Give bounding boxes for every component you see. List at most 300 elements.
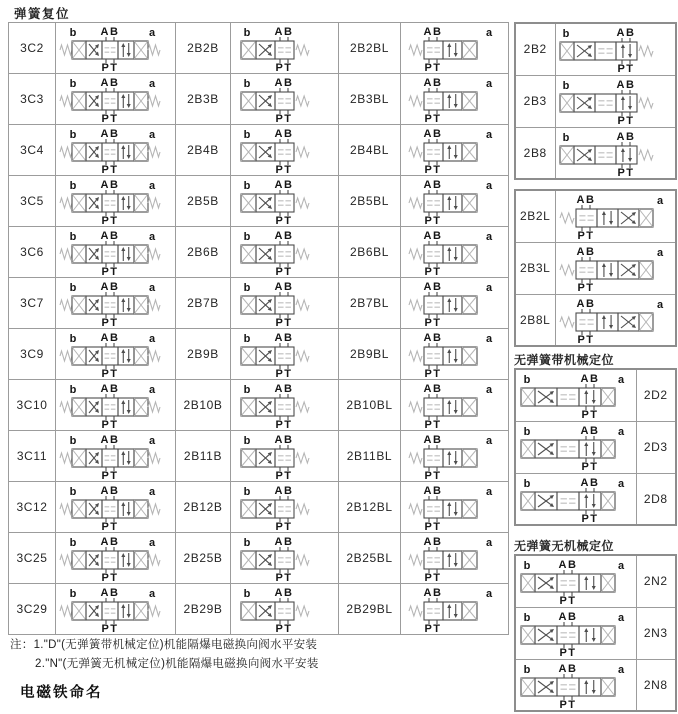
valve-code-2B9B: 2B9B	[176, 329, 231, 380]
valve-symbol-cell-2B7BL	[401, 278, 509, 329]
valve-symbol-cell-2B2L	[555, 190, 676, 242]
svg-text:b: b	[69, 486, 76, 498]
svg-text:a: a	[148, 435, 155, 447]
valve-symbol-cell-2B6B	[231, 227, 339, 278]
right-panel-row	[515, 23, 676, 75]
right-panel-row	[515, 421, 676, 473]
svg-text:PT: PT	[423, 164, 442, 175]
svg-text:b: b	[243, 129, 250, 141]
valve-symbol-3pos-spring-centered	[57, 176, 175, 226]
svg-text:b: b	[69, 180, 76, 192]
svg-text:a: a	[485, 435, 492, 447]
svg-text:a: a	[148, 537, 155, 549]
valve-symbol-2b-spring-right	[556, 76, 674, 126]
valve-symbol-2pos-spring-right	[233, 23, 337, 73]
svg-text:a: a	[485, 537, 492, 549]
valve-code-3C25: 3C25	[9, 533, 56, 584]
svg-text:AB: AB	[616, 79, 636, 91]
svg-text:PT: PT	[274, 113, 293, 124]
valve-code-2B7B: 2B7B	[176, 278, 231, 329]
svg-text:PT: PT	[100, 266, 119, 277]
main-table-row	[9, 125, 509, 176]
valve-symbol-2b-spring-left	[556, 243, 674, 293]
svg-text:AB: AB	[423, 179, 442, 191]
main-table-row	[9, 533, 509, 584]
table-2d-detent	[514, 368, 677, 526]
svg-text:PT: PT	[423, 419, 442, 430]
svg-text:AB: AB	[558, 662, 578, 675]
main-table-row	[9, 431, 509, 482]
svg-text:PT: PT	[617, 166, 635, 178]
svg-text:PT: PT	[100, 215, 119, 226]
valve-code-3C4: 3C4	[9, 125, 56, 176]
svg-text:AB: AB	[423, 230, 442, 242]
main-table-row	[9, 584, 509, 635]
valve-code-3C10: 3C10	[9, 380, 56, 431]
valve-code-2B4B: 2B4B	[176, 125, 231, 176]
main-table-row	[9, 176, 509, 227]
svg-text:AB: AB	[616, 130, 636, 143]
valve-symbol-3pos-spring-centered	[57, 584, 175, 634]
svg-text:PT: PT	[274, 470, 293, 481]
valve-symbol-cell-3C29	[56, 584, 176, 635]
svg-text:a: a	[617, 560, 624, 573]
valve-code-2B3L: 2B3L	[515, 242, 555, 294]
svg-text:PT: PT	[274, 215, 293, 226]
svg-text:b: b	[69, 384, 76, 396]
valve-symbol-2pos-spring-left	[403, 431, 507, 481]
svg-text:b: b	[562, 80, 570, 92]
svg-text:AB: AB	[580, 476, 600, 489]
svg-text:AB: AB	[274, 332, 293, 344]
valve-symbol-2pos-spring-right	[233, 176, 337, 226]
valve-code-3C7: 3C7	[9, 278, 56, 329]
valve-code-2B3: 2B3	[515, 75, 555, 127]
valve-symbol-cell-2B10BL	[401, 380, 509, 431]
main-table-row	[9, 329, 509, 380]
svg-text:AB: AB	[423, 128, 442, 140]
valve-symbol-double-solenoid-no-detent	[517, 556, 635, 606]
svg-text:a: a	[657, 247, 664, 259]
svg-text:PT: PT	[423, 572, 442, 583]
svg-text:a: a	[485, 180, 492, 192]
svg-text:PT: PT	[100, 521, 119, 532]
valve-symbol-cell-2B25BL	[401, 533, 509, 584]
note-2: 2."N"(无弹簧无机械定位)机能隔爆电磁换向阀水平安装	[35, 658, 319, 670]
svg-text:b: b	[243, 333, 250, 345]
valve-symbol-cell-2N3	[515, 607, 636, 659]
svg-text:a: a	[485, 78, 492, 90]
svg-text:a: a	[148, 129, 155, 141]
svg-text:AB: AB	[274, 434, 293, 446]
svg-text:AB: AB	[423, 77, 442, 89]
main-valve-table-body	[9, 23, 509, 635]
valve-code-2B5B: 2B5B	[176, 176, 231, 227]
svg-text:AB: AB	[274, 230, 293, 242]
right-panel-row	[515, 242, 676, 294]
main-table-row	[9, 74, 509, 125]
table-2n-no-detent	[514, 554, 677, 712]
svg-text:b: b	[243, 27, 250, 39]
svg-text:b: b	[243, 78, 250, 90]
valve-symbol-cell-2B2BL	[401, 23, 509, 74]
svg-text:a: a	[485, 588, 492, 600]
valve-symbol-3pos-spring-centered	[57, 23, 175, 73]
svg-text:b: b	[69, 537, 76, 549]
svg-text:PT: PT	[100, 623, 119, 634]
valve-symbol-2pos-spring-left	[403, 227, 507, 277]
svg-text:b: b	[243, 435, 250, 447]
svg-text:PT: PT	[423, 215, 442, 226]
table-2b-spring-right	[514, 22, 677, 180]
valve-symbol-2pos-spring-left	[403, 329, 507, 379]
valve-symbol-2b-spring-right	[556, 24, 674, 74]
svg-text:b: b	[243, 231, 250, 243]
svg-text:PT: PT	[423, 266, 442, 277]
valve-symbol-cell-2B2B	[231, 23, 339, 74]
right-panel-row	[515, 369, 676, 421]
valve-symbol-2b-spring-left	[556, 295, 674, 345]
valve-symbol-2pos-spring-right	[233, 584, 337, 634]
valve-code-2B2B: 2B2B	[176, 23, 231, 74]
valve-symbol-2pos-spring-right	[233, 533, 337, 583]
valve-symbol-cell-3C25	[56, 533, 176, 584]
svg-text:b: b	[523, 663, 531, 676]
svg-text:PT: PT	[423, 470, 442, 481]
valve-symbol-cell-2B8L	[555, 294, 676, 346]
valve-symbol-2b-spring-right	[556, 128, 674, 178]
svg-text:PT: PT	[581, 409, 599, 421]
valve-symbol-double-solenoid-no-detent	[517, 660, 635, 710]
svg-text:b: b	[243, 588, 250, 600]
svg-text:b: b	[523, 560, 531, 573]
valve-symbol-cell-2B29BL	[401, 584, 509, 635]
valve-symbol-2pos-spring-left	[403, 533, 507, 583]
valve-symbol-cell-2B29B	[231, 584, 339, 635]
svg-text:b: b	[69, 129, 76, 141]
valve-code-2D3: 2D3	[636, 421, 676, 473]
valve-symbol-2pos-spring-right	[233, 482, 337, 532]
svg-text:b: b	[69, 27, 76, 39]
svg-text:b: b	[69, 588, 76, 600]
svg-text:a: a	[148, 180, 155, 192]
right-panel-row	[515, 659, 676, 711]
valve-code-2B2BL: 2B2BL	[339, 23, 401, 74]
right-panel-row	[515, 473, 676, 525]
valve-symbol-cell-2D3	[515, 421, 636, 473]
svg-text:PT: PT	[577, 333, 595, 345]
valve-symbol-3pos-spring-centered	[57, 278, 175, 328]
svg-text:PT: PT	[100, 470, 119, 481]
svg-text:AB: AB	[100, 485, 119, 497]
svg-text:PT: PT	[274, 317, 293, 328]
valve-code-2B2: 2B2	[515, 23, 555, 75]
valve-symbol-2pos-spring-left	[403, 125, 507, 175]
valve-symbol-cell-3C5	[56, 176, 176, 227]
svg-text:AB: AB	[100, 179, 119, 191]
valve-symbol-cell-2B12B	[231, 482, 339, 533]
valve-symbol-2pos-spring-right	[233, 380, 337, 430]
svg-text:PT: PT	[581, 461, 599, 472]
svg-text:b: b	[562, 28, 570, 41]
valve-symbol-3pos-spring-centered	[57, 431, 175, 481]
svg-text:AB: AB	[100, 26, 119, 38]
valve-code-3C11: 3C11	[9, 431, 56, 482]
valve-code-2N8: 2N8	[636, 659, 676, 711]
valve-symbol-3pos-spring-centered	[57, 125, 175, 175]
valve-symbol-cell-2B12BL	[401, 482, 509, 533]
valve-code-2B11B: 2B11B	[176, 431, 231, 482]
valve-code-2B8L: 2B8L	[515, 294, 555, 346]
valve-symbol-3pos-spring-centered	[57, 329, 175, 379]
right-panel-row	[515, 607, 676, 659]
main-table-row	[9, 227, 509, 278]
valve-code-3C9: 3C9	[9, 329, 56, 380]
svg-text:b: b	[243, 282, 250, 294]
svg-text:a: a	[617, 477, 624, 490]
valve-code-2B12B: 2B12B	[176, 482, 231, 533]
svg-text:PT: PT	[617, 63, 635, 75]
valve-code-2B11BL: 2B11BL	[339, 431, 401, 482]
valve-symbol-2pos-spring-left	[403, 176, 507, 226]
main-table-row	[9, 482, 509, 533]
svg-text:a: a	[148, 588, 155, 600]
svg-text:a: a	[148, 231, 155, 243]
svg-text:AB: AB	[616, 27, 636, 40]
valve-symbol-cell-2N2	[515, 555, 636, 607]
valve-symbol-cell-3C11	[56, 431, 176, 482]
svg-text:AB: AB	[576, 246, 596, 258]
valve-symbol-2pos-spring-left	[403, 380, 507, 430]
svg-text:b: b	[69, 435, 76, 447]
svg-text:a: a	[148, 486, 155, 498]
svg-text:a: a	[148, 282, 155, 294]
valve-symbol-double-solenoid-detent	[517, 474, 635, 524]
svg-text:AB: AB	[274, 281, 293, 293]
svg-text:AB: AB	[100, 383, 119, 395]
svg-text:PT: PT	[274, 266, 293, 277]
valve-symbol-double-solenoid-no-detent	[517, 608, 635, 658]
svg-text:PT: PT	[577, 230, 595, 242]
valve-symbol-cell-2B4B	[231, 125, 339, 176]
svg-text:b: b	[243, 384, 250, 396]
valve-code-2B25B: 2B25B	[176, 533, 231, 584]
valve-code-2B3BL: 2B3BL	[339, 74, 401, 125]
valve-code-2B2L: 2B2L	[515, 190, 555, 242]
section-title-solenoid-naming: 电磁铁命名	[20, 685, 103, 701]
valve-symbol-cell-2B7B	[231, 278, 339, 329]
svg-text:AB: AB	[558, 611, 578, 623]
svg-text:a: a	[485, 333, 492, 345]
valve-symbol-3pos-spring-centered	[57, 482, 175, 532]
main-table-row	[9, 380, 509, 431]
svg-text:AB: AB	[576, 194, 596, 207]
svg-text:a: a	[148, 78, 155, 90]
valve-symbol-3pos-spring-centered	[57, 380, 175, 430]
main-valve-table	[8, 22, 509, 635]
svg-text:PT: PT	[423, 62, 442, 73]
valve-code-2D2: 2D2	[636, 369, 676, 421]
right-panel-row	[515, 294, 676, 346]
valve-symbol-2pos-spring-right	[233, 329, 337, 379]
svg-text:a: a	[617, 426, 624, 438]
table-2b-spring-left	[514, 189, 677, 347]
valve-symbol-cell-2B8	[555, 127, 676, 179]
valve-code-2B10B: 2B10B	[176, 380, 231, 431]
valve-symbol-cell-3C6	[56, 227, 176, 278]
valve-symbol-cell-2B9BL	[401, 329, 509, 380]
valve-code-2B5BL: 2B5BL	[339, 176, 401, 227]
valve-symbol-2pos-spring-left	[403, 23, 507, 73]
svg-text:a: a	[485, 129, 492, 141]
valve-code-2B29BL: 2B29BL	[339, 584, 401, 635]
svg-text:AB: AB	[580, 425, 600, 437]
svg-text:a: a	[485, 231, 492, 243]
valve-symbol-2pos-spring-right	[233, 278, 337, 328]
valve-symbol-cell-2D8	[515, 473, 636, 525]
svg-text:AB: AB	[558, 559, 578, 572]
valve-symbol-cell-3C7	[56, 278, 176, 329]
svg-text:PT: PT	[423, 521, 442, 532]
note-1: 注：1."D"(无弹簧带机械定位)机能隔爆电磁换向阀水平安装	[10, 639, 318, 651]
valve-symbol-2pos-spring-left	[403, 278, 507, 328]
svg-text:AB: AB	[274, 536, 293, 548]
valve-symbol-2pos-spring-left	[403, 74, 507, 124]
svg-text:AB: AB	[274, 128, 293, 140]
svg-text:PT: PT	[100, 62, 119, 73]
valve-code-2B8: 2B8	[515, 127, 555, 179]
svg-text:PT: PT	[423, 368, 442, 379]
svg-text:b: b	[523, 426, 531, 438]
svg-text:a: a	[485, 486, 492, 498]
main-table-row	[9, 278, 509, 329]
valve-symbol-double-solenoid-detent	[517, 422, 635, 472]
svg-text:PT: PT	[423, 113, 442, 124]
valve-code-2B3B: 2B3B	[176, 74, 231, 125]
valve-symbol-2pos-spring-left	[403, 482, 507, 532]
svg-text:PT: PT	[274, 623, 293, 634]
svg-text:PT: PT	[100, 113, 119, 124]
valve-symbol-cell-2B2	[555, 23, 676, 75]
svg-text:b: b	[243, 486, 250, 498]
valve-symbol-cell-2D2	[515, 369, 636, 421]
svg-text:AB: AB	[576, 297, 596, 310]
svg-text:PT: PT	[100, 164, 119, 175]
svg-text:b: b	[243, 537, 250, 549]
svg-text:b: b	[69, 333, 76, 345]
valve-symbol-cell-2B5B	[231, 176, 339, 227]
svg-text:PT: PT	[100, 317, 119, 328]
valve-symbol-cell-2B3L	[555, 242, 676, 294]
svg-text:PT: PT	[423, 317, 442, 328]
section-title-detent: 无弹簧带机械定位	[514, 353, 615, 367]
right-panel-row	[515, 555, 676, 607]
svg-text:PT: PT	[577, 282, 595, 293]
svg-text:a: a	[657, 298, 664, 311]
svg-text:AB: AB	[580, 373, 600, 386]
valve-code-2B6BL: 2B6BL	[339, 227, 401, 278]
valve-symbol-cell-3C10	[56, 380, 176, 431]
main-table-row	[9, 23, 509, 74]
svg-text:AB: AB	[274, 179, 293, 191]
valve-symbol-cell-2B9B	[231, 329, 339, 380]
valve-code-2B7BL: 2B7BL	[339, 278, 401, 329]
svg-text:AB: AB	[100, 230, 119, 242]
valve-symbol-cell-2B3B	[231, 74, 339, 125]
valve-symbol-cell-2B4BL	[401, 125, 509, 176]
valve-symbol-2pos-spring-right	[233, 74, 337, 124]
svg-text:PT: PT	[100, 368, 119, 379]
svg-text:AB: AB	[100, 281, 119, 293]
svg-text:AB: AB	[423, 332, 442, 344]
svg-text:AB: AB	[100, 434, 119, 446]
svg-text:AB: AB	[100, 587, 119, 599]
svg-text:AB: AB	[423, 383, 442, 395]
valve-symbol-3pos-spring-centered	[57, 74, 175, 124]
svg-text:a: a	[617, 374, 624, 387]
valve-code-2D8: 2D8	[636, 473, 676, 525]
valve-symbol-2pos-spring-left	[403, 584, 507, 634]
valve-symbol-cell-2B11B	[231, 431, 339, 482]
valve-symbol-cell-2N8	[515, 659, 636, 711]
right-panel-row	[515, 127, 676, 179]
valve-symbol-double-solenoid-detent	[517, 370, 635, 420]
valve-code-2B29B: 2B29B	[176, 584, 231, 635]
valve-symbol-cell-2B6BL	[401, 227, 509, 278]
svg-text:b: b	[523, 374, 531, 387]
svg-text:a: a	[617, 612, 624, 624]
svg-text:b: b	[523, 612, 531, 624]
valve-symbol-cell-2B11BL	[401, 431, 509, 482]
svg-text:PT: PT	[100, 419, 119, 430]
valve-symbol-cell-2B5BL	[401, 176, 509, 227]
valve-code-3C12: 3C12	[9, 482, 56, 533]
svg-text:PT: PT	[581, 512, 599, 524]
svg-text:PT: PT	[274, 521, 293, 532]
svg-text:PT: PT	[617, 115, 635, 126]
svg-text:AB: AB	[274, 587, 293, 599]
svg-text:AB: AB	[100, 332, 119, 344]
valve-symbol-cell-2B3BL	[401, 74, 509, 125]
svg-text:PT: PT	[274, 368, 293, 379]
svg-text:AB: AB	[423, 26, 442, 38]
svg-text:a: a	[485, 282, 492, 294]
svg-text:PT: PT	[100, 572, 119, 583]
valve-code-2B6B: 2B6B	[176, 227, 231, 278]
svg-text:PT: PT	[274, 62, 293, 73]
svg-text:AB: AB	[274, 77, 293, 89]
svg-text:AB: AB	[423, 587, 442, 599]
valve-code-2N3: 2N3	[636, 607, 676, 659]
svg-text:b: b	[69, 231, 76, 243]
valve-symbol-cell-3C9	[56, 329, 176, 380]
valve-code-2B4BL: 2B4BL	[339, 125, 401, 176]
svg-text:AB: AB	[100, 128, 119, 140]
section-title-no-detent: 无弹簧无机械定位	[514, 539, 615, 553]
valve-symbol-2b-spring-left	[556, 191, 674, 241]
valve-symbol-cell-2B25B	[231, 533, 339, 584]
svg-text:PT: PT	[559, 647, 577, 658]
valve-code-3C2: 3C2	[9, 23, 56, 74]
valve-symbol-cell-3C3	[56, 74, 176, 125]
valve-symbol-3pos-spring-centered	[57, 227, 175, 277]
svg-text:a: a	[148, 384, 155, 396]
valve-code-2B25BL: 2B25BL	[339, 533, 401, 584]
svg-text:a: a	[617, 663, 624, 676]
valve-symbol-cell-3C2	[56, 23, 176, 74]
svg-text:PT: PT	[559, 595, 577, 607]
svg-text:b: b	[243, 180, 250, 192]
